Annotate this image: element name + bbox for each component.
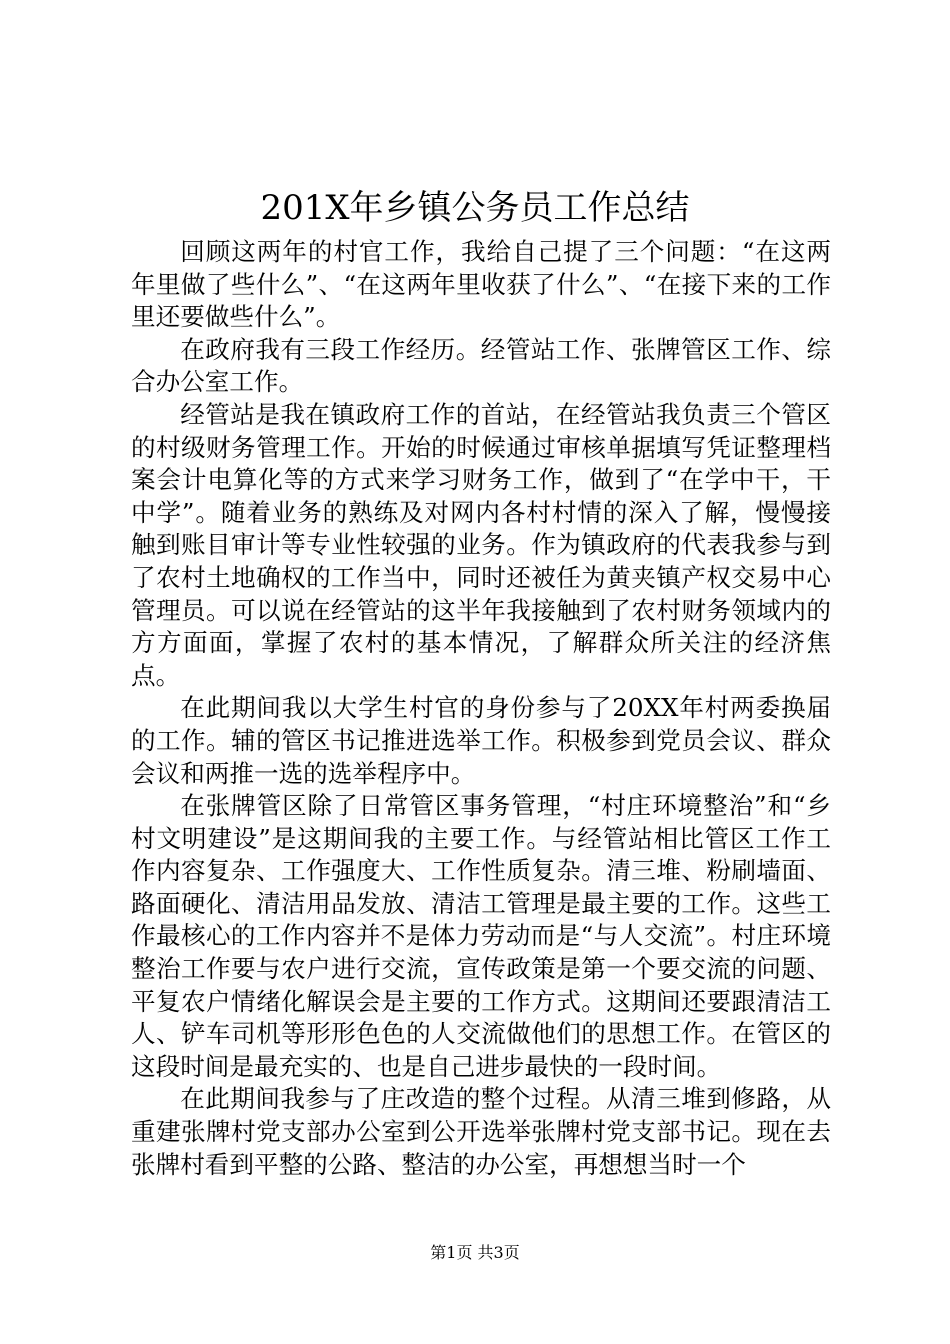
paragraph: 在此期间我参与了庄改造的整个过程。从清三堆到修路，从重建张牌村党支部办公室到公开选举张牌村党支部书记。现在去张牌村看到平整的公路、整洁的办公室，再想想当时一个	[131, 1084, 831, 1179]
page-number-footer: 第1页 共3页	[430, 1243, 520, 1262]
paragraph: 在张牌管区除了日常管区事务管理，“村庄环境整治”和“乡村文明建设”是这期间我的主要工作。与经管站相比管区工作工作内容复杂、工作强度大、工作性质复杂。清三堆、粉刷墙面、路面硬化、清洁用品发放、清洁工管理是最主要的工作。这些工作最核心的工作内容并不是体力劳动而是“与人交流”。村庄环境整治工作要与农户进行交流，宣传政策是第一个要交流的问题、平复农户情绪化解误会是主要的工作方式。这期间还要跟清洁工人、铲车司机等形形色色的人交流做他们的思想工作。在管区的这段时间是最充实的、也是自己进步最快的一段时间。	[131, 791, 831, 1081]
document-title: 201X年乡镇公务员工作总结	[260, 188, 690, 228]
paragraph: 在政府我有三段工作经历。经管站工作、张牌管区工作、综合办公室工作。	[131, 334, 831, 397]
paragraph: 回顾这两年的村官工作，我给自己提了三个问题：“在这两年里做了些什么”、“在这两年里收获了什么”、“在接下来的工作里还要做些什么”。	[131, 237, 831, 332]
document-body	[131, 236, 831, 1181]
paragraph: 在此期间我以大学生村官的身份参与了20XX年村两委换届的工作。辅的管区书记推进选举工作。积极参到党员会议、群众会议和两推一选的选举程序中。	[131, 693, 831, 788]
paragraph: 经管站是我在镇政府工作的首站，在经管站我负责三个管区的村级财务管理工作。开始的时候通过审核单据填写凭证整理档案会计电算化等的方式来学习财务工作，做到了“在学中干，干中学”。随着业务的熟练及对网内各村村情的深入了解，慢慢接触到账目审计等专业性较强的业务。作为镇政府的代表我参与到了农村土地确权的工作当中，同时还被任为黄夹镇产权交易中心管理员。可以说在经管站的这半年我接触到了农村财务领域内的方方面面，掌握了农村的基本情况，了解群众所关注的经济焦点。	[131, 399, 831, 690]
